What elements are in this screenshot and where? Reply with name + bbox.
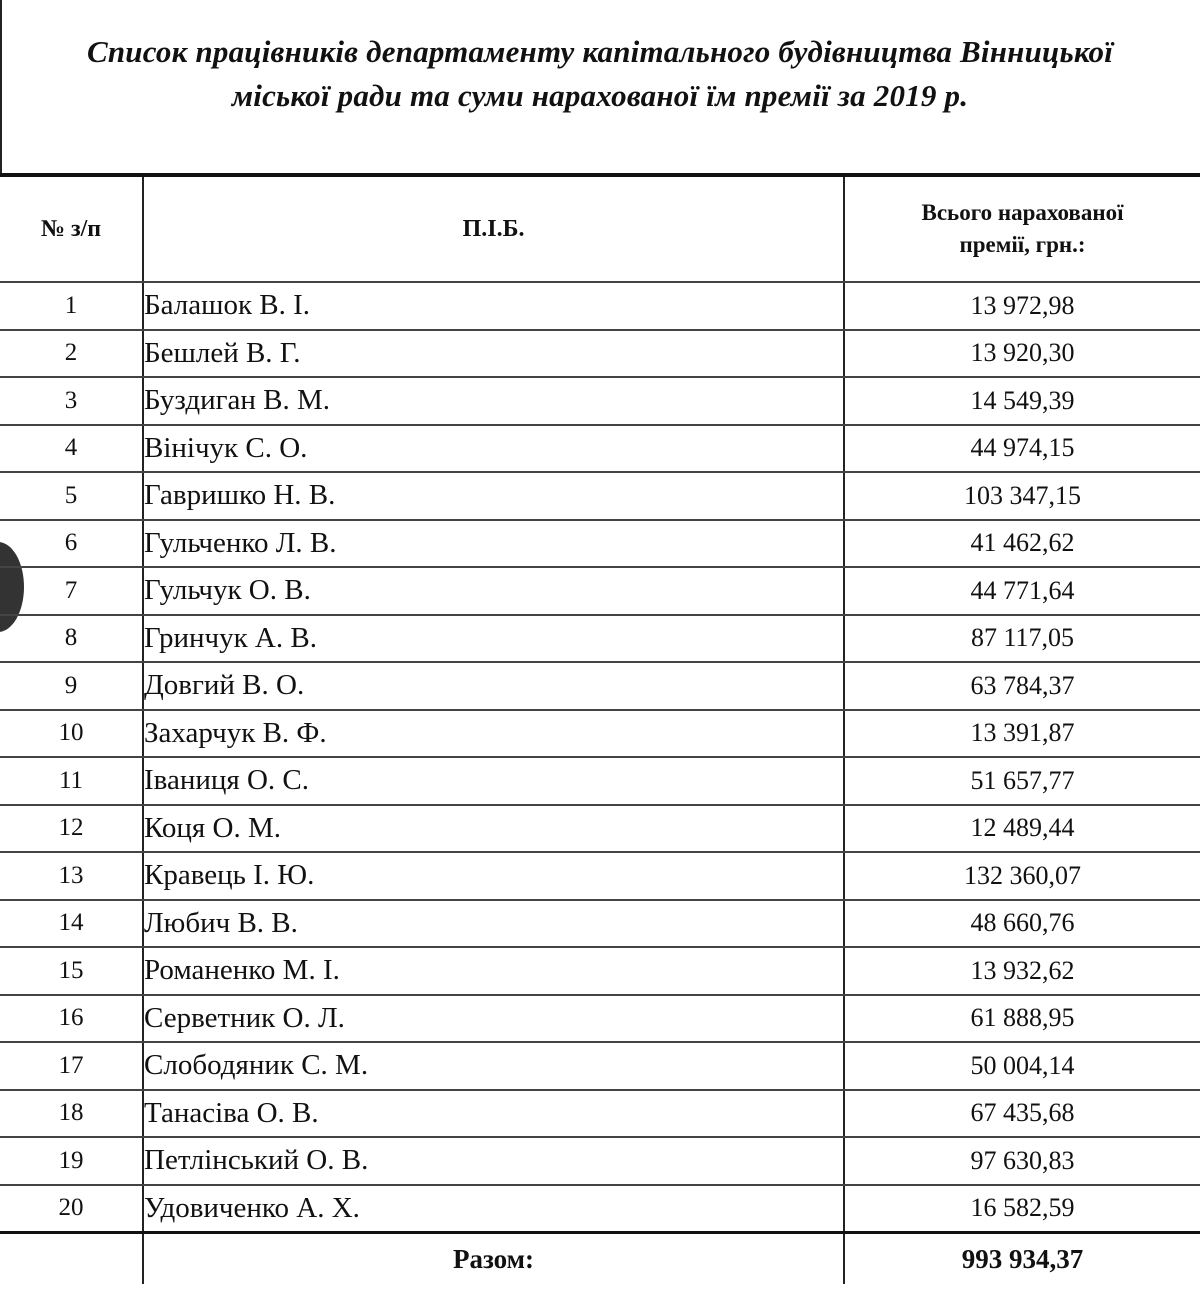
row-number: 5	[0, 472, 143, 520]
row-name: Слободяник С. М.	[143, 1042, 844, 1090]
table-row	[0, 1137, 1200, 1185]
left-page-edge	[0, 0, 2, 175]
header-amount	[844, 175, 1200, 282]
table-row	[0, 377, 1200, 425]
row-name: Удовиченко А. Х.	[143, 1185, 844, 1233]
row-name: Танасіва О. В.	[143, 1090, 844, 1138]
row-name: Довгий В. О.	[143, 662, 844, 710]
table-row	[0, 947, 1200, 995]
table-row	[0, 425, 1200, 473]
row-name: Вінічук С. О.	[143, 425, 844, 473]
row-number: 10	[0, 710, 143, 758]
table-row	[0, 852, 1200, 900]
row-amount: 13 932,62	[844, 947, 1200, 995]
row-amount: 41 462,62	[844, 520, 1200, 568]
title-line-2: міської ради та суми нарахованої їм премії за 2019 р.	[231, 78, 969, 113]
row-amount: 67 435,68	[844, 1090, 1200, 1138]
row-amount: 87 117,05	[844, 615, 1200, 663]
row-name: Балашок В. І.	[143, 282, 844, 330]
row-amount: 51 657,77	[844, 757, 1200, 805]
row-number: 14	[0, 900, 143, 948]
row-name: Гульчук О. В.	[143, 567, 844, 615]
table-row	[0, 995, 1200, 1043]
header-number: № з/п	[0, 175, 143, 282]
row-name: Коця О. М.	[143, 805, 844, 853]
table-row	[0, 282, 1200, 330]
table-row	[0, 1090, 1200, 1138]
table-row	[0, 710, 1200, 758]
table-row	[0, 520, 1200, 568]
row-number: 18	[0, 1090, 143, 1138]
table-row	[0, 757, 1200, 805]
row-name: Гульченко Л. В.	[143, 520, 844, 568]
row-amount: 48 660,76	[844, 900, 1200, 948]
row-number: 12	[0, 805, 143, 853]
row-amount: 103 347,15	[844, 472, 1200, 520]
row-amount: 132 360,07	[844, 852, 1200, 900]
row-number: 15	[0, 947, 143, 995]
row-amount: 13 391,87	[844, 710, 1200, 758]
row-number: 8	[0, 615, 143, 663]
header-amount-line-2: премії, грн.:	[959, 232, 1086, 257]
table-row	[0, 1042, 1200, 1090]
row-amount: 16 582,59	[844, 1185, 1200, 1233]
row-name: Любич В. В.	[143, 900, 844, 948]
title-line-1: Список працівників департаменту капітального будівництва Вінницької	[86, 34, 1114, 69]
row-amount: 63 784,37	[844, 662, 1200, 710]
bonus-table	[0, 173, 1200, 1284]
row-amount: 44 771,64	[844, 567, 1200, 615]
row-name: Серветник О. Л.	[143, 995, 844, 1043]
row-amount: 61 888,95	[844, 995, 1200, 1043]
row-amount: 14 549,39	[844, 377, 1200, 425]
table-row	[0, 900, 1200, 948]
row-name: Кравець І. Ю.	[143, 852, 844, 900]
table-row	[0, 472, 1200, 520]
header-amount-line-1: Всього нарахованої	[921, 200, 1124, 225]
row-number: 11	[0, 757, 143, 805]
row-name: Іваниця О. С.	[143, 757, 844, 805]
row-number: 20	[0, 1185, 143, 1233]
row-number: 9	[0, 662, 143, 710]
row-amount: 97 630,83	[844, 1137, 1200, 1185]
row-number: 1	[0, 282, 143, 330]
row-name: Захарчук В. Ф.	[143, 710, 844, 758]
row-number: 6	[0, 520, 143, 568]
row-number: 19	[0, 1137, 143, 1185]
table-row	[0, 805, 1200, 853]
table-row	[0, 615, 1200, 663]
row-name: Гринчук А. В.	[143, 615, 844, 663]
table-row	[0, 1185, 1200, 1233]
row-number: 16	[0, 995, 143, 1043]
table-header-row	[0, 175, 1200, 282]
row-name: Буздиган В. М.	[143, 377, 844, 425]
row-name: Бешлей В. Г.	[143, 330, 844, 378]
table-row	[0, 662, 1200, 710]
row-name: Романенко М. І.	[143, 947, 844, 995]
row-amount: 13 920,30	[844, 330, 1200, 378]
total-amount: 993 934,37	[844, 1233, 1200, 1285]
row-amount: 44 974,15	[844, 425, 1200, 473]
row-amount: 13 972,98	[844, 282, 1200, 330]
row-amount: 50 004,14	[844, 1042, 1200, 1090]
row-name: Гавришко Н. В.	[143, 472, 844, 520]
row-number: 7	[0, 567, 143, 615]
row-number: 3	[0, 377, 143, 425]
table-row	[0, 330, 1200, 378]
row-number: 2	[0, 330, 143, 378]
document-title	[20, 30, 1180, 118]
total-row	[0, 1233, 1200, 1285]
row-number: 13	[0, 852, 143, 900]
row-number: 17	[0, 1042, 143, 1090]
total-label: Разом:	[143, 1233, 844, 1285]
row-number: 4	[0, 425, 143, 473]
table-row	[0, 567, 1200, 615]
row-name: Петлінський О. В.	[143, 1137, 844, 1185]
total-empty-cell	[0, 1233, 143, 1285]
header-name: П.І.Б.	[143, 175, 844, 282]
row-amount: 12 489,44	[844, 805, 1200, 853]
